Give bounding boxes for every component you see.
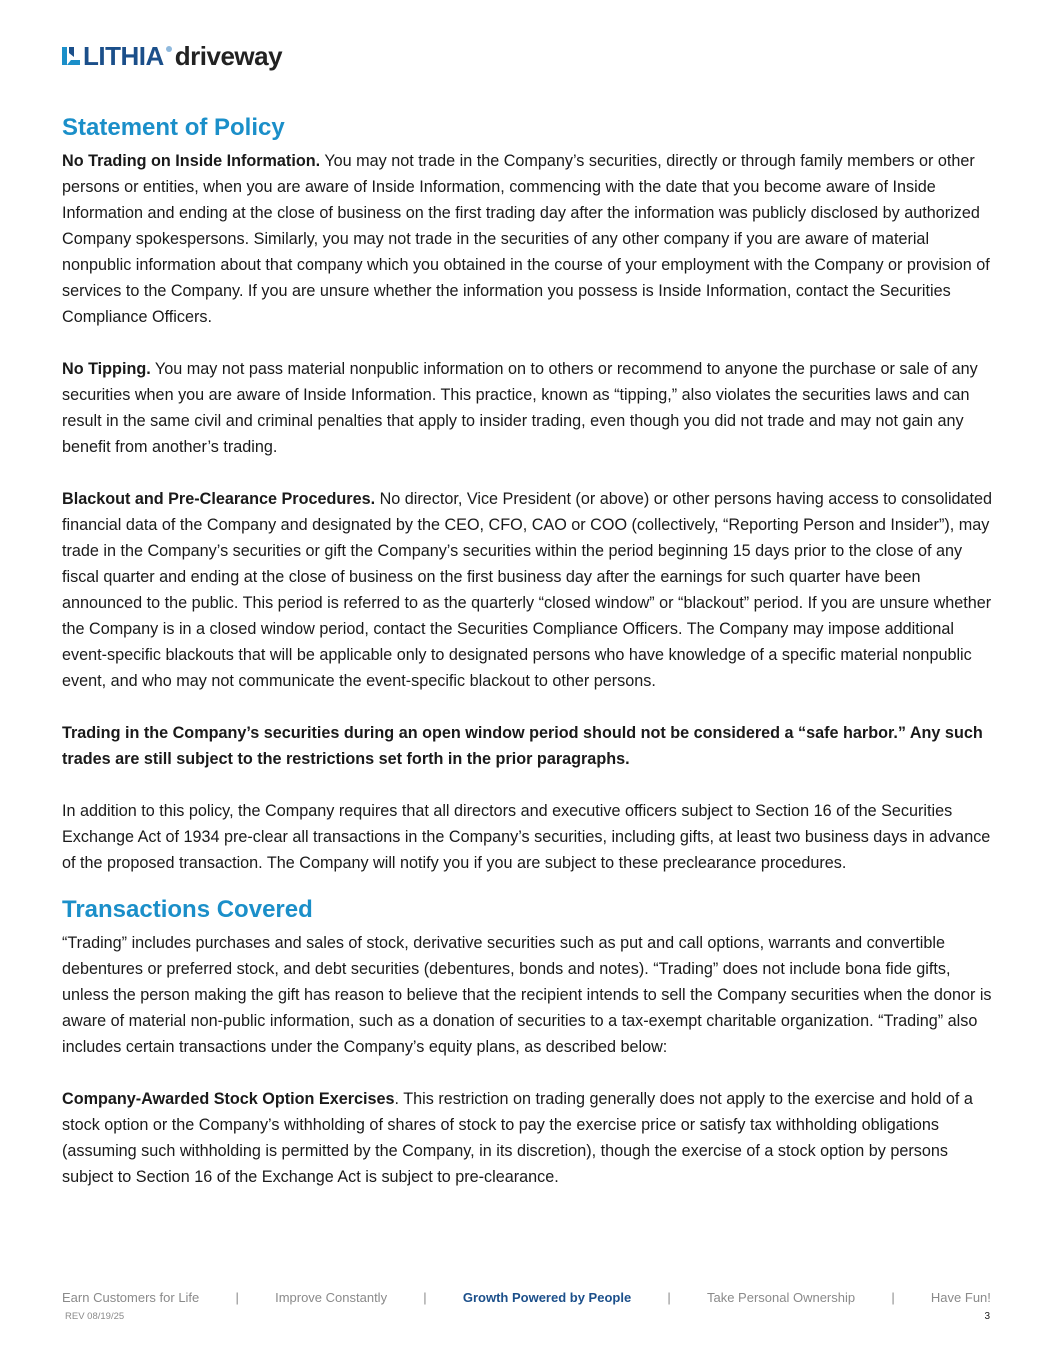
paragraph-text: . This restriction on trading generally does not apply to the exercise and hold of a stock option or the Company’s withholding of shares of stock to pay the exercise price or satisfy tax withholding obligations (assuming such withholding is permitted by the Company, in its discretion), though the exercise of a stock option by persons subject to Section 16 of the Exchange Act is subject to pre-clearance. xyxy=(62,1090,973,1186)
paragraph-no-trading xyxy=(62,148,997,330)
paragraph-lead: No Trading on Inside Information. xyxy=(62,152,321,170)
paragraph-blackout xyxy=(62,486,997,694)
footer-value: Have Fun! xyxy=(930,1290,991,1305)
paragraph-safe-harbor xyxy=(62,720,997,772)
logo-dot-icon xyxy=(166,46,172,52)
company-logo xyxy=(62,40,282,72)
paragraph-lead: No Tipping. xyxy=(62,360,151,378)
paragraph-preclearance: In addition to this policy, the Company requires that all directors and executive officers subject to Section 16 of the Securities Exchange Act of 1934 pre-clear all transactions in the Company’s securities, including gifts, at least two business days in advance of the proposed transaction. The Company will notify you if you are subject to these preclearance procedures. xyxy=(62,802,991,872)
footer-values xyxy=(62,1290,991,1305)
paragraph-bold-text: Trading in the Company’s securities during an open window period should not be considered a “safe harbor.” Any such trades are still subject to the restrictions set forth in the prior paragraphs. xyxy=(62,724,983,768)
footer-separator: | xyxy=(423,1290,427,1305)
section-heading-transactions: Transactions Covered xyxy=(62,896,313,923)
revision-date: REV 08/19/25 xyxy=(65,1311,125,1322)
paragraph-text: You may not pass material nonpublic information on to others or recommend to anyone the purchase or sale of any securities when you are aware of Inside Information. This practice, known as “tipping,” also violates the securities laws and can result in the same civil and criminal penalties that apply to insider trading, even though you did not trade and may not gain any benefit from another’s trading. xyxy=(62,360,978,456)
footer-value-highlighted: Growth Powered by People xyxy=(462,1290,632,1305)
section-heading-policy: Statement of Policy xyxy=(62,114,285,141)
page-number: 3 xyxy=(984,1311,990,1322)
footer-value: Improve Constantly xyxy=(275,1290,388,1305)
paragraph-text: You may not trade in the Company’s securities, directly or through family members or other persons or entities, when you are aware of Inside Information, commencing with the date that you become aware of Inside Information and ending at the close of business on the first trading day after the information was publicly disclosed by authorized Company spokespersons. Similarly, you may not trade in the securities of any other company if you are aware of material nonpublic information about that company which you obtained in the course of your employment with the Company or provision of services to the Company. If you are unsure whether the information you possess is Inside Information, contact the Securities Compliance Officers. xyxy=(62,152,990,326)
document-body xyxy=(62,112,997,1190)
footer-separator: | xyxy=(667,1290,671,1305)
lithia-mark-icon xyxy=(62,45,80,67)
footer-value: Take Personal Ownership xyxy=(706,1290,856,1305)
paragraph-lead: Blackout and Pre-Clearance Procedures. xyxy=(62,490,376,508)
footer-separator: | xyxy=(235,1290,239,1305)
paragraph-trading-definition: “Trading” includes purchases and sales of stock, derivative securities such as put and call options, warrants and convertible debentures or preferred stock, and debt securities (debentures, bonds and notes). “Trading” does not include bona fide gifts, unless the person making the gift has reason to believe that the recipient intends to sell the Company securities when the donor is aware of material non-public information, such as a donation of securities to a tax-exempt charitable organization. “Trading” also includes certain transactions under the Company’s equity plans, as described below: xyxy=(62,934,992,1056)
logo-lithia-text: LITHIA xyxy=(83,40,164,71)
paragraph-stock-option xyxy=(62,1086,997,1190)
paragraph-no-tipping xyxy=(62,356,997,460)
paragraph-lead: Company-Awarded Stock Option Exercises xyxy=(62,1090,395,1108)
paragraph-text: No director, Vice President (or above) or other persons having access to consolidated financial data of the Company and designated by the CEO, CFO, CAO or COO (collectively, “Reporting Person and Insider”), may trade in the Company’s securities or gift the Company’s securities within the period beginning 15 days prior to the close of any fiscal quarter and ending at the close of business on the first business day after the earnings for such quarter have been announced to the public. This period is referred to as the quarterly “closed window” or “blackout” period. If you are unsure whether the Company is in a closed window period, contact the Securities Compliance Officers. The Company may impose additional event-specific blackouts that will be applicable only to designated persons who have knowledge of a specific material nonpublic event, and who may not communicate the event-specific blackout to other persons. xyxy=(62,490,993,690)
footer-separator: | xyxy=(891,1290,895,1305)
footer-value: Earn Customers for Life xyxy=(62,1290,200,1305)
logo-driveway-text: driveway xyxy=(174,40,283,71)
